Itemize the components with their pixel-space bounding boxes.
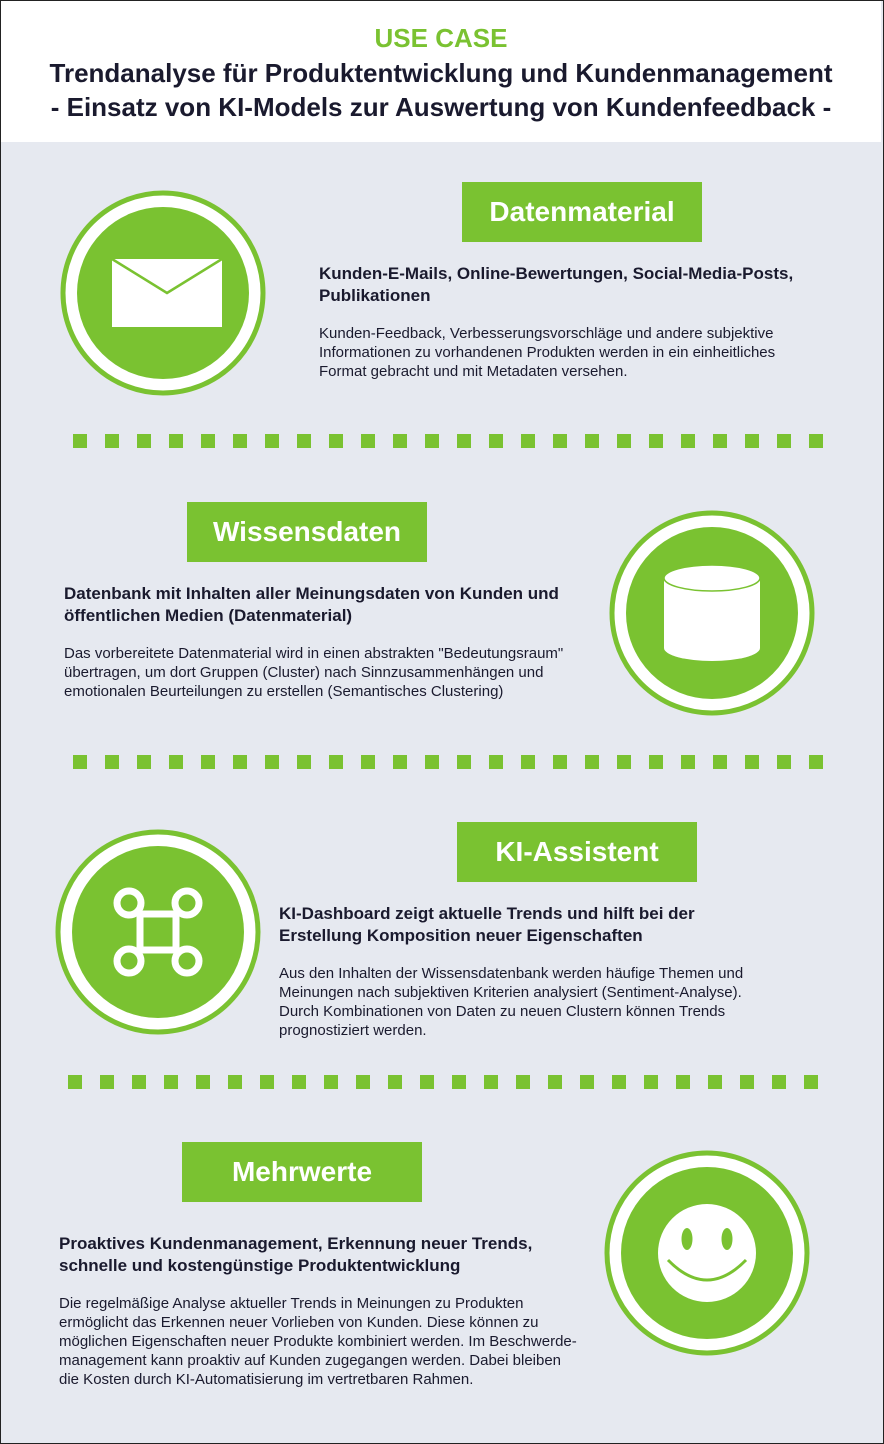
lead-datenmaterial: Kunden-E-Mails, Online-Bewertungen, Social-Media-Posts, Publikationen	[319, 264, 794, 305]
section-wissensdaten	[1, 472, 881, 802]
envelope-icon	[60, 190, 266, 396]
lead-wissensdaten: Datenbank mit Inhalten aller Meinungsdaten von Kunden und öffentlichen Medien (Datenmaterial)	[64, 584, 559, 625]
body-datenmaterial: Kunden-Feedback, Verbesserungsvorschläge und andere subjektive Informationen zu vorhandenen Produkten werden in ein einheitliches Format gebracht und mit Metadaten versehen.	[319, 325, 776, 380]
database-icon	[609, 510, 815, 716]
lead-ki-assistent: KI-Dashboard zeigt aktuelle Trends und hilft bei der Erstellung Komposition neuer Eigenschaften	[279, 904, 695, 945]
badge-mehrwerte: Mehrwerte	[182, 1142, 422, 1202]
dotted-separator	[73, 434, 827, 448]
badge-wissensdaten: Wissensdaten	[187, 502, 427, 562]
dotted-separator	[73, 755, 827, 769]
page-title-line-2: - Einsatz von KI-Models zur Auswertung von Kundenfeedback -	[50, 92, 832, 122]
badge-ki-assistent: KI-Assistent	[457, 822, 697, 882]
page-title-line-1: Trendanalyse für Produktentwicklung und Kundenmanagement	[49, 58, 833, 88]
body-ki-assistent: Aus den Inhalten der Wissensdatenbank werden häufige Themen und Meinungen nach subjektiven Kriterien analysiert (Sentiment-Analyse). Durch Kombinationen von Daten zu neuen Clustern können Trends prognostiziert werden.	[279, 965, 744, 1039]
header	[1, 1, 881, 142]
command-icon	[55, 829, 261, 1035]
smiley-icon	[604, 1150, 810, 1356]
badge-datenmaterial: Datenmaterial	[462, 182, 702, 242]
use-case-kicker: USE CASE	[374, 23, 508, 53]
section-mehrwerte	[1, 1112, 881, 1442]
section-ki-assistent	[1, 802, 881, 1112]
dotted-separator	[68, 1075, 822, 1089]
body-mehrwerte: Die regelmäßige Analyse aktueller Trends in Meinungen zu Produkten ermöglicht das Erkennen neuer Vorlieben von Kunden. Diese können zu möglichen Eigenschaften neuer Produkte kombiniert werden. Im Beschwerde- management kann proaktiv auf Kunden zugegangen werden. Dabei bleiben die Kosten durch KI-Automatisierung im vertretbaren Rahmen.	[59, 1295, 577, 1388]
body-wissensdaten: Das vorbereitete Datenmaterial wird in einen abstrakten "Bedeutungsraum" übertragen, um dort Gruppen (Cluster) nach Sinnzusammenhängen und emotionalen Beurteilungen zu erstellen (Semantisches Clustering)	[64, 645, 564, 700]
lead-mehrwerte: Proaktives Kundenmanagement, Erkennung neuer Trends, schnelle und kostengünstige Produktentwicklung	[59, 1234, 533, 1275]
section-datenmaterial	[1, 142, 881, 472]
